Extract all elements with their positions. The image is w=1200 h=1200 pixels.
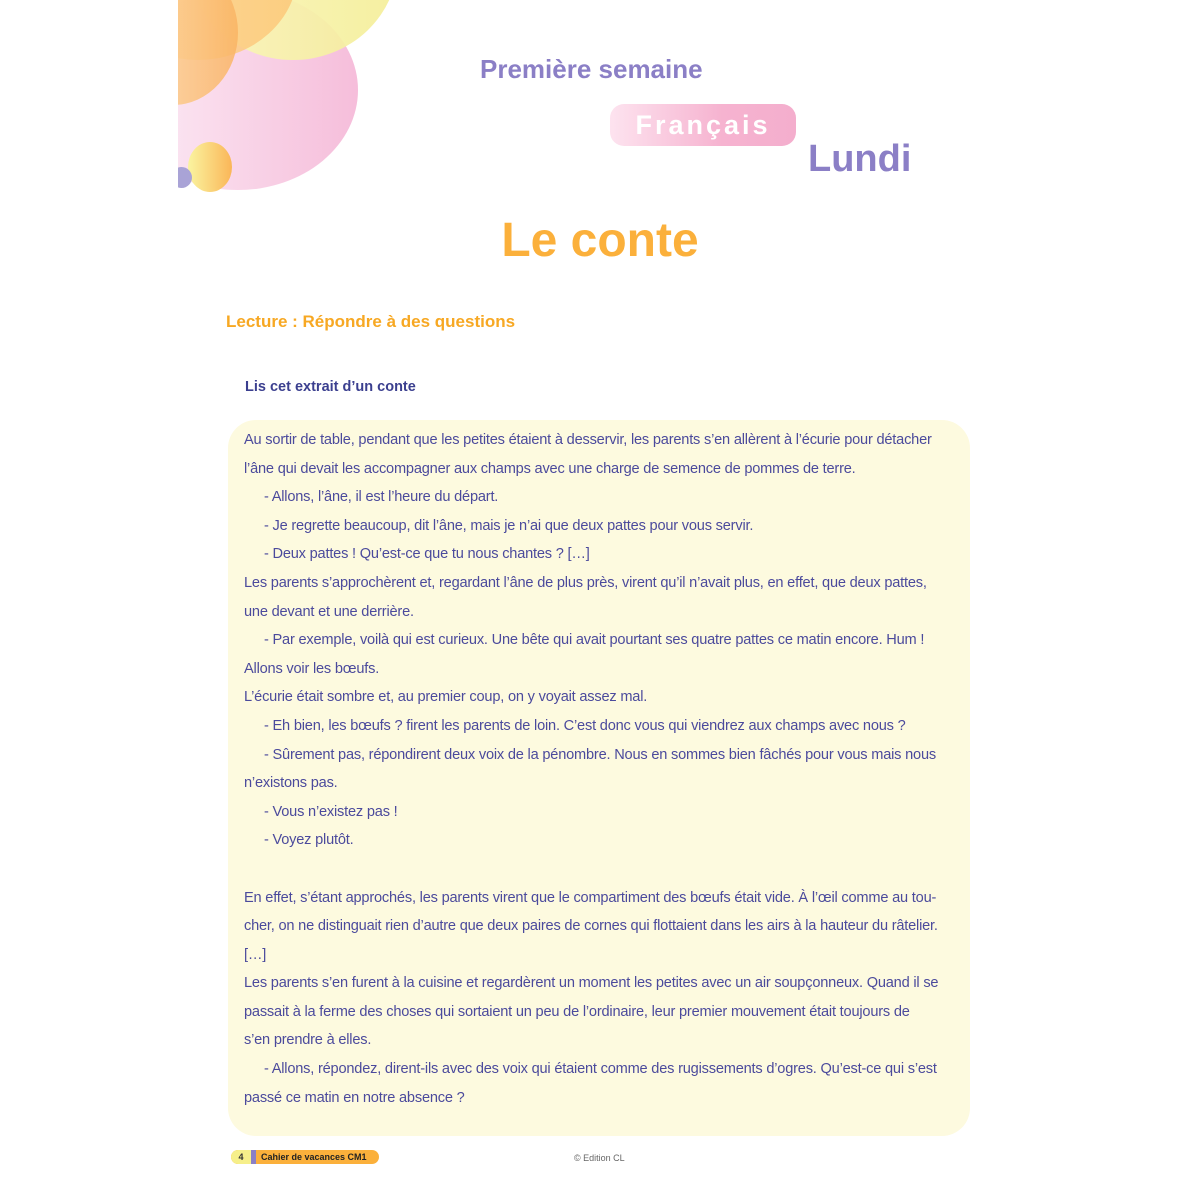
page-number: 4 [231, 1150, 251, 1164]
book-title: Cahier de vacances CM1 [261, 1152, 367, 1162]
instruction-text: Lis cet extrait d’un conte [245, 379, 416, 395]
story-line: En effet, s’étant approchés, les parents virent que le compartiment des bœufs était vide. À l’œil comme au tou- [244, 889, 937, 906]
story-line: Les parents s’en furent à la cuisine et regardèrent un moment les petites avec un air soupçonneux. Quand il se [244, 975, 939, 992]
day-label: Lundi [808, 138, 912, 180]
story-line: Les parents s’approchèrent et, regardant l’âne de plus près, virent qu’il n’avait plus, en effet, que deux pattes, [244, 574, 927, 591]
story-line: une devant et une derrière. [244, 603, 414, 620]
story-line: - Deux pattes ! Qu’est-ce que tu nous chantes ? […] [264, 546, 590, 563]
story-line: - Par exemple, voilà qui est curieux. Une bête qui avait pourtant ses quatre pattes ce matin encore. Hum ! [264, 632, 925, 649]
story-line: […] [244, 946, 267, 963]
story-line: L’écurie était sombre et, au premier coup, on y voyait assez mal. [244, 689, 648, 706]
section-heading: Lecture : Répondre à des questions [226, 312, 516, 331]
story-line: s’en prendre à elles. [244, 1032, 372, 1049]
story-line: - Eh bien, les bœufs ? firent les parents de loin. C’est donc vous qui viendrez aux champs avec nous ? [264, 717, 906, 734]
story-line [244, 855, 970, 884]
story-line: - Allons, l’âne, il est l’heure du départ. [264, 489, 499, 506]
story-excerpt-box [228, 420, 970, 1136]
story-line: passé ce matin en notre absence ? [244, 1089, 465, 1106]
small-yellow-circle-decoration [188, 142, 232, 192]
story-line: - Voyez plutôt. [264, 832, 354, 849]
story-line: - Allons, répondez, dirent-ils avec des voix qui étaient comme des rugissements d’ogres. Qu’est-ce qui s’est [264, 1061, 937, 1078]
story-text [244, 426, 970, 1112]
story-line: l’âne qui devait les accompagner aux champs avec une charge de semence de pommes de terre. [244, 460, 856, 477]
story-line: Au sortir de table, pendant que les petites étaient à desservir, les parents s’en allèrent à l’écurie pour détacher [244, 432, 932, 448]
story-line: - Je regrette beaucoup, dit l’âne, mais je n’ai que deux pattes pour vous servir. [264, 517, 754, 534]
story-line: - Vous n’existez pas ! [264, 803, 398, 820]
story-line: passait à la ferme des choses qui sortaient un peu de l’ordinaire, leur premier mouvement était toujours de [244, 1003, 910, 1020]
footer-badge [231, 1150, 379, 1164]
page-title: Le conte [501, 214, 699, 267]
subject-badge: Français [610, 104, 796, 146]
week-label: Première semaine [480, 54, 703, 84]
story-line: Allons voir les bœufs. [244, 660, 380, 677]
story-line: cher, on ne distinguait rien d’autre que deux paires de cornes qui flottaient dans les airs à la hauteur du râtelier. [244, 918, 938, 935]
story-line: - Sûrement pas, répondirent deux voix de la pénombre. Nous en sommes bien fâchés pour vous mais nous [264, 746, 936, 763]
story-line: n’existons pas. [244, 775, 338, 792]
workbook-page [178, 0, 1022, 1200]
copyright-notice: © Edition CL [574, 1153, 625, 1163]
decorative-circles [178, 0, 408, 200]
